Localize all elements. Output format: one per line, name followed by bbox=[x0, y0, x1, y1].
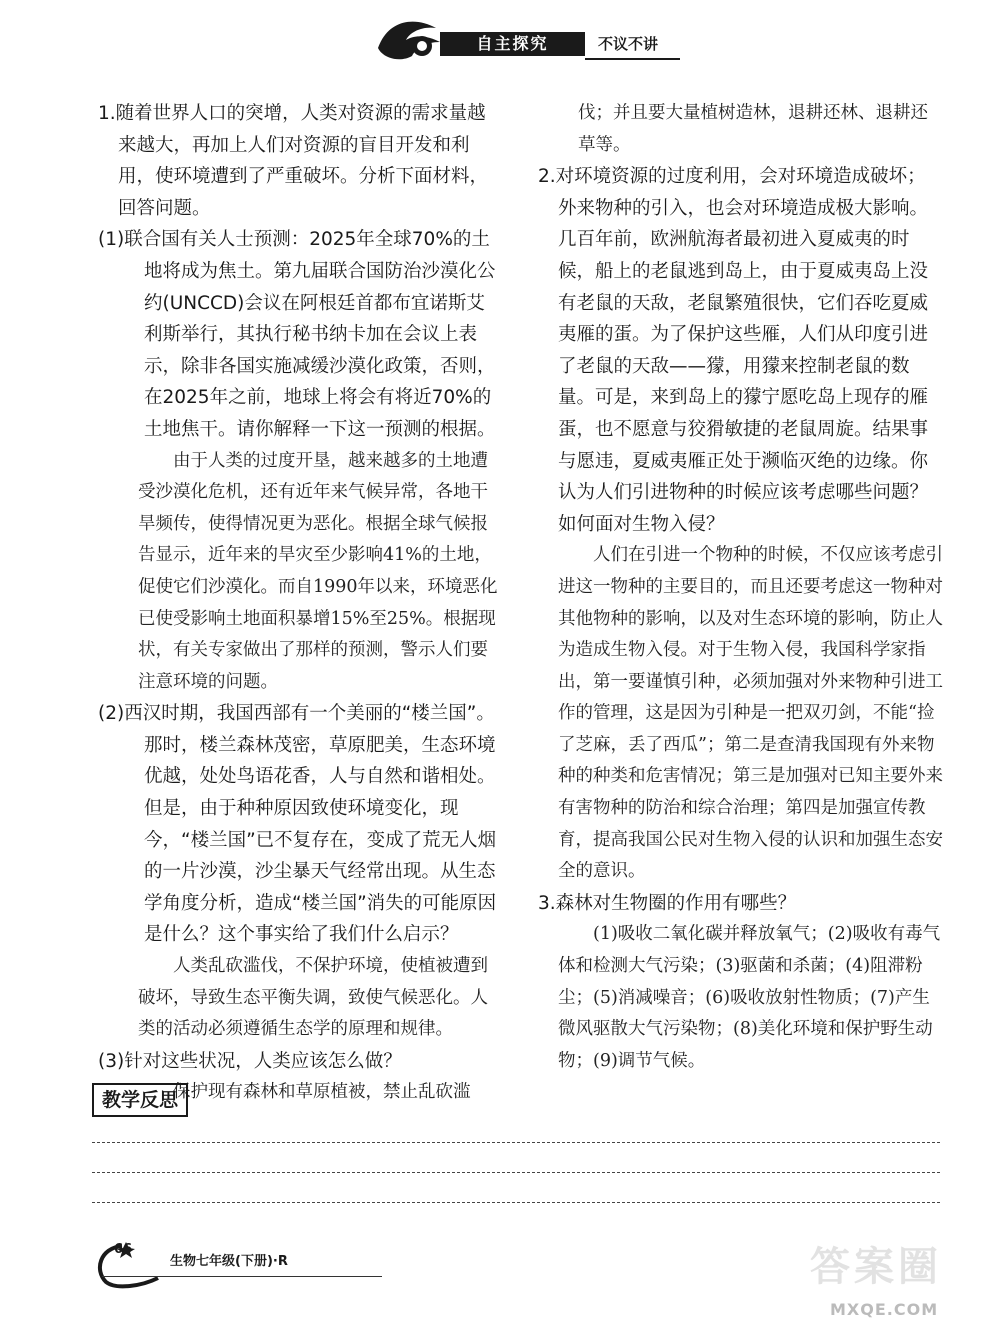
teaching-reflection-label: 教学反思 bbox=[92, 1083, 188, 1117]
reflection-line bbox=[92, 1172, 940, 1173]
q1-part3-answer-continued: 伐；并且要大量植树造林，退耕还林、退耕还草等。 bbox=[578, 103, 928, 155]
page-number: 66 bbox=[114, 1242, 133, 1257]
q3-stem: 3.森林对生物圈的作用有哪些？ bbox=[538, 892, 797, 914]
right-column bbox=[538, 98, 943, 1077]
left-column bbox=[98, 98, 503, 1109]
q1-part2-answer: 人类乱砍滥伐，不保护环境，使植被遭到破坏，导致生态平衡失调，致使气候恶化。人类的活动必须遵循生态学的原理和规律。 bbox=[138, 956, 488, 1040]
q1-part1-answer: 由于人类的过度开垦，越来越多的土地遭受沙漠化危机，还有近年来气候异常，各地干旱频传，使得情况更为恶化。根据全球气候报告显示，近年来的旱灾至少影响41%的土地，促使它们沙漠化。而自1990年以来，环境恶化已使受影响土地面积暴增15%至25%。根据现状，有关专家做出了那样的预测，警示人们要注意环境的问题。 bbox=[138, 450, 498, 692]
page-header bbox=[370, 12, 690, 70]
q1-stem: 1.随着世界人口的突增，人类对资源的需求量越来越大，再加上人们对资源的盲目开发和利用，使环境遭到了严重破坏。分析下面材料，回答问题。 bbox=[98, 103, 489, 219]
reflection-line bbox=[92, 1202, 940, 1203]
footer-underline bbox=[102, 1276, 382, 1277]
q1-part3-question: (3)针对这些状况，人类应该怎么做？ bbox=[98, 1050, 402, 1072]
watermark bbox=[790, 1225, 990, 1325]
q1-part3-answer: 保护现有森林和草原植被，禁止乱砍滥 bbox=[173, 1082, 471, 1103]
q3-answer: (1)吸收二氧化碳并释放氧气；(2)吸收有毒气体和检测大气污染；(3)驱菌和杀菌；(4)阻滞粉尘；(5)消减噪音；(6)吸收放射性物质；(7)产生微风驱散大气污染物；(8)美化环境和保护野生动物；(9)调节气候。 bbox=[558, 924, 941, 1071]
book-info: 生物七年级(下册)·R bbox=[170, 1254, 288, 1269]
header-underline bbox=[585, 58, 680, 60]
page-footer bbox=[92, 1240, 392, 1290]
header-logo-text: 自主探究 bbox=[440, 32, 585, 56]
header-subtitle: 不议不讲 bbox=[598, 35, 659, 53]
watermark-logo: 答案圈 bbox=[810, 1244, 942, 1290]
watermark-url: MXQE.COM bbox=[830, 1300, 939, 1319]
tribal-flame-icon bbox=[370, 12, 450, 70]
q2-answer: 人们在引进一个物种的时候，不仅应该考虑引进这一物种的主要目的，而且还要考虑这一物种对其他物种的影响，以及对生态环境的影响，防止人为造成生物入侵。对于生物入侵，我国科学家指出，第一要谨慎引种，必须加强对外来物种引进工作的管理，这是因为引种是一把双刃剑，不能“捡了芝麻，丢了西瓜”；第二是查清我国现有外来物种的种类和危害情况；第三是加强对已知主要外来有害物种的防治和综合治理；第四是加强宣传教育，提高我国公民对生物入侵的认识和加强生态安全的意识。 bbox=[558, 545, 943, 882]
q1-part1-question: (1)联合国有关人士预测：2025年全球70%的土地将成为焦土。第九届联合国防治沙漠化公约(UNCCD)会议在阿根廷首都布宜诺斯艾利斯举行，其执行秘书纳卡加在会议上表示，除非各国实施减缓沙漠化政策，否则，在2025年之前，地球上将会有将近70%的土地焦干。请你解释一下这一预测的根据。 bbox=[98, 229, 496, 440]
reflection-line bbox=[92, 1142, 940, 1143]
q2-stem: 2.对环境资源的过度利用，会对环境造成破坏；外来物种的引入，也会对环境造成极大影响。几百年前，欧洲航海者最初进入夏威夷的时候，船上的老鼠逃到岛上，由于夏威夷岛上没有老鼠的天敌，老鼠繁殖很快，它们吞吃夏威夷雁的蛋。为了保护这些雁，人们从印度引进了老鼠的天敌——獴，用獴来控制老鼠的数量。可是，来到岛上的獴宁愿吃岛上现存的雁蛋，也不愿意与狡猾敏捷的老鼠周旋。结果事与愿违，夏威夷雁正处于濒临灭绝的边缘。你认为人们引进物种的时候应该考虑哪些问题？如何面对生物入侵？ bbox=[538, 166, 929, 535]
q1-part2-question: (2)西汉时期，我国西部有一个美丽的“楼兰国”。那时，楼兰森林茂密，草原肥美，生态环境优越，处处鸟语花香，人与自然和谐相处。但是，由于种种原因致使环境变化，现今，“楼兰国”已不复存在，变成了荒无人烟的一片沙漠，沙尘暴天气经常出现。从生态学角度分析，造成“楼兰国”消失的可能原因是什么？这个事实给了我们什么启示？ bbox=[98, 703, 497, 946]
